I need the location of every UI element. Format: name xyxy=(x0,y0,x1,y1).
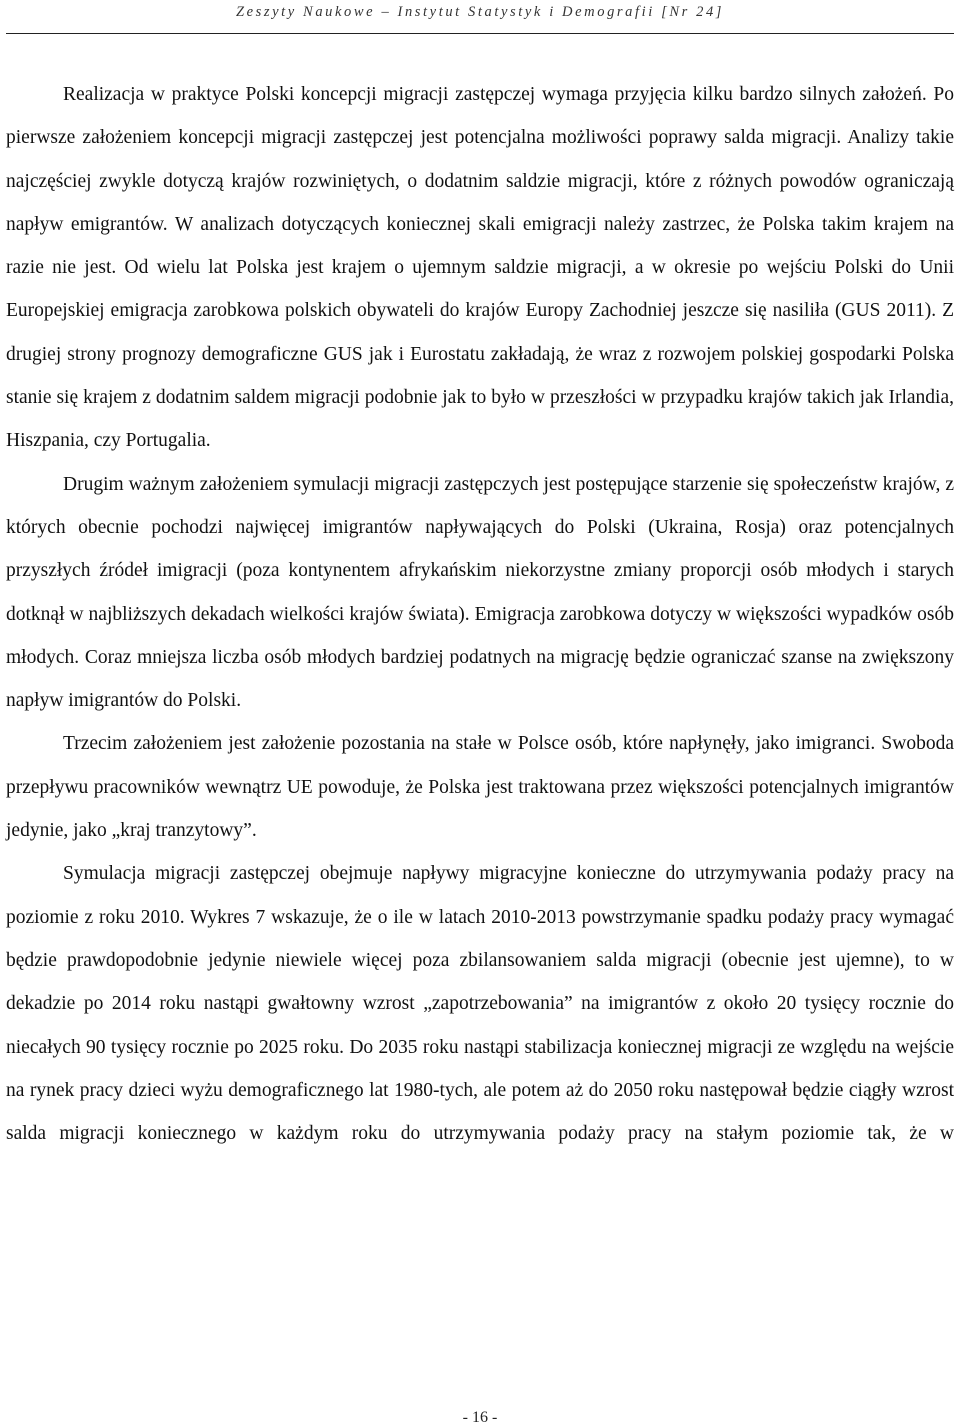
header-rule xyxy=(6,33,954,34)
paragraph-1: Realizacja w praktyce Polski koncepcji migracji zastępczej wymaga przyjęcia kilku bardzo silnych założeń. Po pierwsze założeniem koncepcji migracji zastępczej jest potencjalna możliwości poprawy salda migracji. Analizy takie najczęściej zwykle dotyczą krajów rozwiniętych, o dodatnim saldzie migracji, które z różnych powodów ograniczają napływ emigrantów. W analizach dotyczących koniecznej skali emigracji należy zastrzec, że Polska takim krajem na razie nie jest. Od wielu lat Polska jest krajem o ujemnym saldzie migracji, a w okresie po wejściu Polski do Unii Europejskiej emigracja zarobkowa polskich obywateli do krajów Europy Zachodniej jeszcze się nasiliła (GUS 2011). Z drugiej strony prognozy demograficzne GUS jak i Eurostatu zakładają, że wraz z rozwojem polskiej gospodarki Polska stanie się krajem z dodatnim saldem migracji podobnie jak to było w przeszłości w przypadku krajów takich jak Irlandia, Hiszpania, czy Portugalia. xyxy=(6,84,954,452)
page-number: - 16 - xyxy=(462,1409,498,1426)
paragraph-3: Trzecim założeniem jest założenie pozostania na stałe w Polsce osób, które napłynęły, jako imigranci. Swoboda przepływu pracowników wewnątrz UE powoduje, że Polska jest traktowana przez większości potencjalnych imigrantów jedynie, jako „kraj tranzytowy”. xyxy=(6,733,954,842)
running-header: Zeszyty Naukowe – Instytut Statystyk i Demografii [Nr 24] xyxy=(235,4,725,20)
paragraph-2: Drugim ważnym założeniem symulacji migracji zastępczych jest postępujące starzenie się społeczeństw krajów, z których obecnie pochodzi najwięcej imigrantów napływających do Polski (Ukraina, Rosja) oraz potencjalnych przyszłych źródeł imigracji (poza kontynentem afrykańskim niekorzystne zmiany proporcji osób młodych i starych dotknął w najbliższych dekadach wielkości krajów świata). Emigracja zarobkowa dotyczy w większości wypadków osób młodych. Coraz mniejsza liczba osób młodych bardziej podatnych na migrację będzie ograniczać szanse na zwiększony napływ imigrantów do Polski. xyxy=(6,473,954,712)
body-text xyxy=(6,73,954,1155)
paragraph-4: Symulacja migracji zastępczej obejmuje napływy migracyjne konieczne do utrzymywania podaży pracy na poziomie z roku 2010. Wykres 7 wskazuje, że o ile w latach 2010-2013 powstrzymanie spadku podaży pracy wymagać będzie prawdopodobnie jedynie niewiele więcej poza zbilansowaniem salda migracji (obecnie jest ujemne), to w dekadzie po 2014 roku nastąpi gwałtowny wzrost „zapotrzebowania” na imigrantów z około 20 tysięcy rocznie do niecałych 90 tysięcy rocznie po 2025 roku. Do 2035 roku nastąpi stabilizacja koniecznej migracji ze względu na wejście na rynek pracy dzieci wyżu demograficznego lat 1980-tych, ale potem aż do 2050 roku następował będzie ciągły wzrost salda migracji koniecznego w każdym roku do utrzymywania podaży pracy na stałym poziomie tak, że w xyxy=(6,863,954,1145)
